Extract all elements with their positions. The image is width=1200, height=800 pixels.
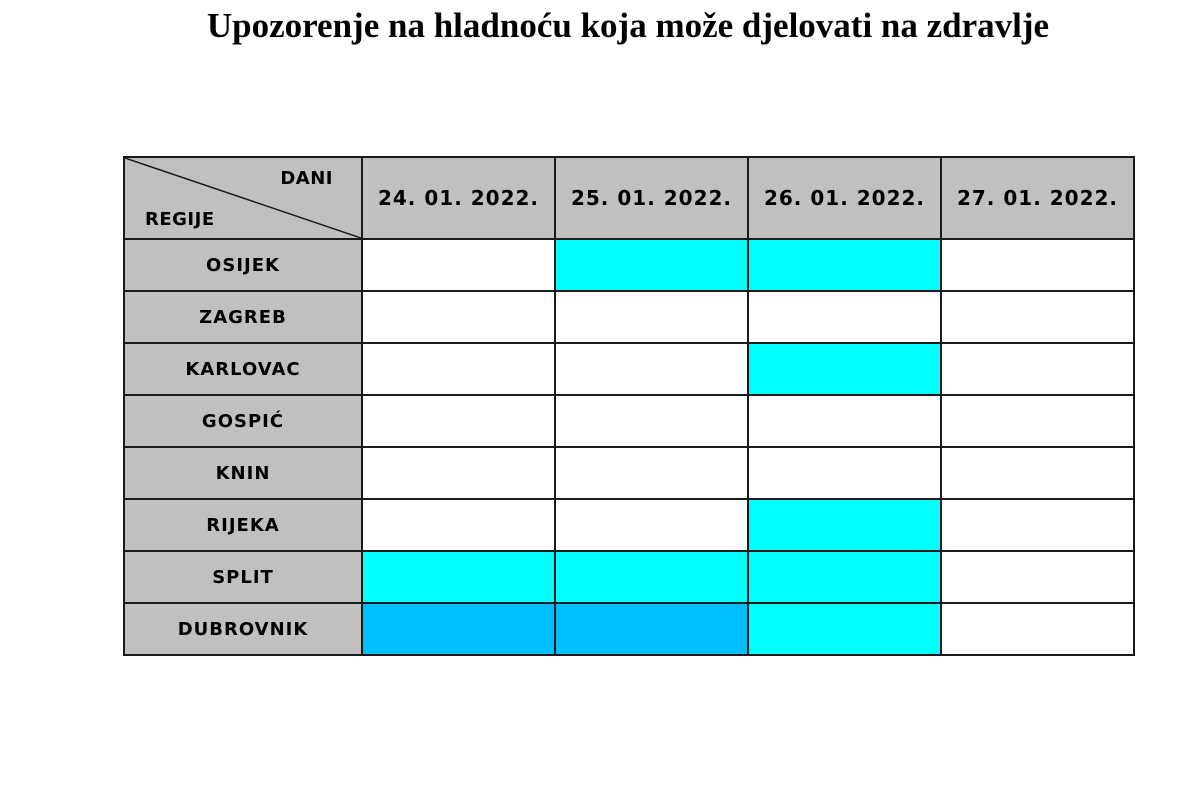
region-label: ZAGREB xyxy=(124,291,362,343)
warning-table xyxy=(123,156,1135,656)
header-row xyxy=(124,157,1134,239)
warning-cell xyxy=(362,551,555,603)
table-row xyxy=(124,447,1134,499)
region-label: RIJEKA xyxy=(124,499,362,551)
warning-cell xyxy=(748,343,941,395)
warning-cell xyxy=(941,447,1134,499)
warning-cell xyxy=(748,395,941,447)
warning-cell xyxy=(362,395,555,447)
warning-cell xyxy=(941,395,1134,447)
table-body xyxy=(124,239,1134,655)
warning-cell xyxy=(941,499,1134,551)
warning-cell xyxy=(362,239,555,291)
warning-cell xyxy=(748,291,941,343)
warning-cell xyxy=(748,239,941,291)
table-row xyxy=(124,603,1134,655)
regions-label: REGIJE xyxy=(145,209,215,230)
table-row xyxy=(124,239,1134,291)
warning-cell xyxy=(748,447,941,499)
warning-cell xyxy=(555,551,748,603)
warning-cell xyxy=(748,499,941,551)
warning-cell xyxy=(941,291,1134,343)
region-label: KARLOVAC xyxy=(124,343,362,395)
warning-cell xyxy=(362,499,555,551)
warning-cell xyxy=(362,603,555,655)
warning-cell xyxy=(555,447,748,499)
warning-cell xyxy=(941,551,1134,603)
date-header: 24. 01. 2022. xyxy=(362,157,555,239)
page-title: Upozorenje na hladnoću koja može djelovati na zdravlje xyxy=(206,6,1050,45)
region-label: OSIJEK xyxy=(124,239,362,291)
warning-cell xyxy=(555,239,748,291)
warning-cell xyxy=(555,499,748,551)
table-row xyxy=(124,395,1134,447)
table-row xyxy=(124,343,1134,395)
warning-cell xyxy=(555,603,748,655)
warning-cell xyxy=(748,551,941,603)
table-row xyxy=(124,291,1134,343)
region-label: SPLIT xyxy=(124,551,362,603)
warning-cell xyxy=(555,291,748,343)
warning-cell xyxy=(362,291,555,343)
corner-cell xyxy=(124,157,362,239)
warning-cell xyxy=(555,343,748,395)
table-row xyxy=(124,551,1134,603)
warning-cell xyxy=(941,603,1134,655)
region-label: KNIN xyxy=(124,447,362,499)
date-header: 26. 01. 2022. xyxy=(748,157,941,239)
warning-cell xyxy=(555,395,748,447)
warning-cell xyxy=(941,239,1134,291)
warning-cell xyxy=(362,447,555,499)
date-header: 27. 01. 2022. xyxy=(941,157,1134,239)
date-header: 25. 01. 2022. xyxy=(555,157,748,239)
days-label: DANI xyxy=(280,168,333,189)
warning-cell xyxy=(941,343,1134,395)
table-row xyxy=(124,499,1134,551)
warning-cell xyxy=(748,603,941,655)
region-label: DUBROVNIK xyxy=(124,603,362,655)
region-label: GOSPIĆ xyxy=(124,395,362,447)
warning-cell xyxy=(362,343,555,395)
